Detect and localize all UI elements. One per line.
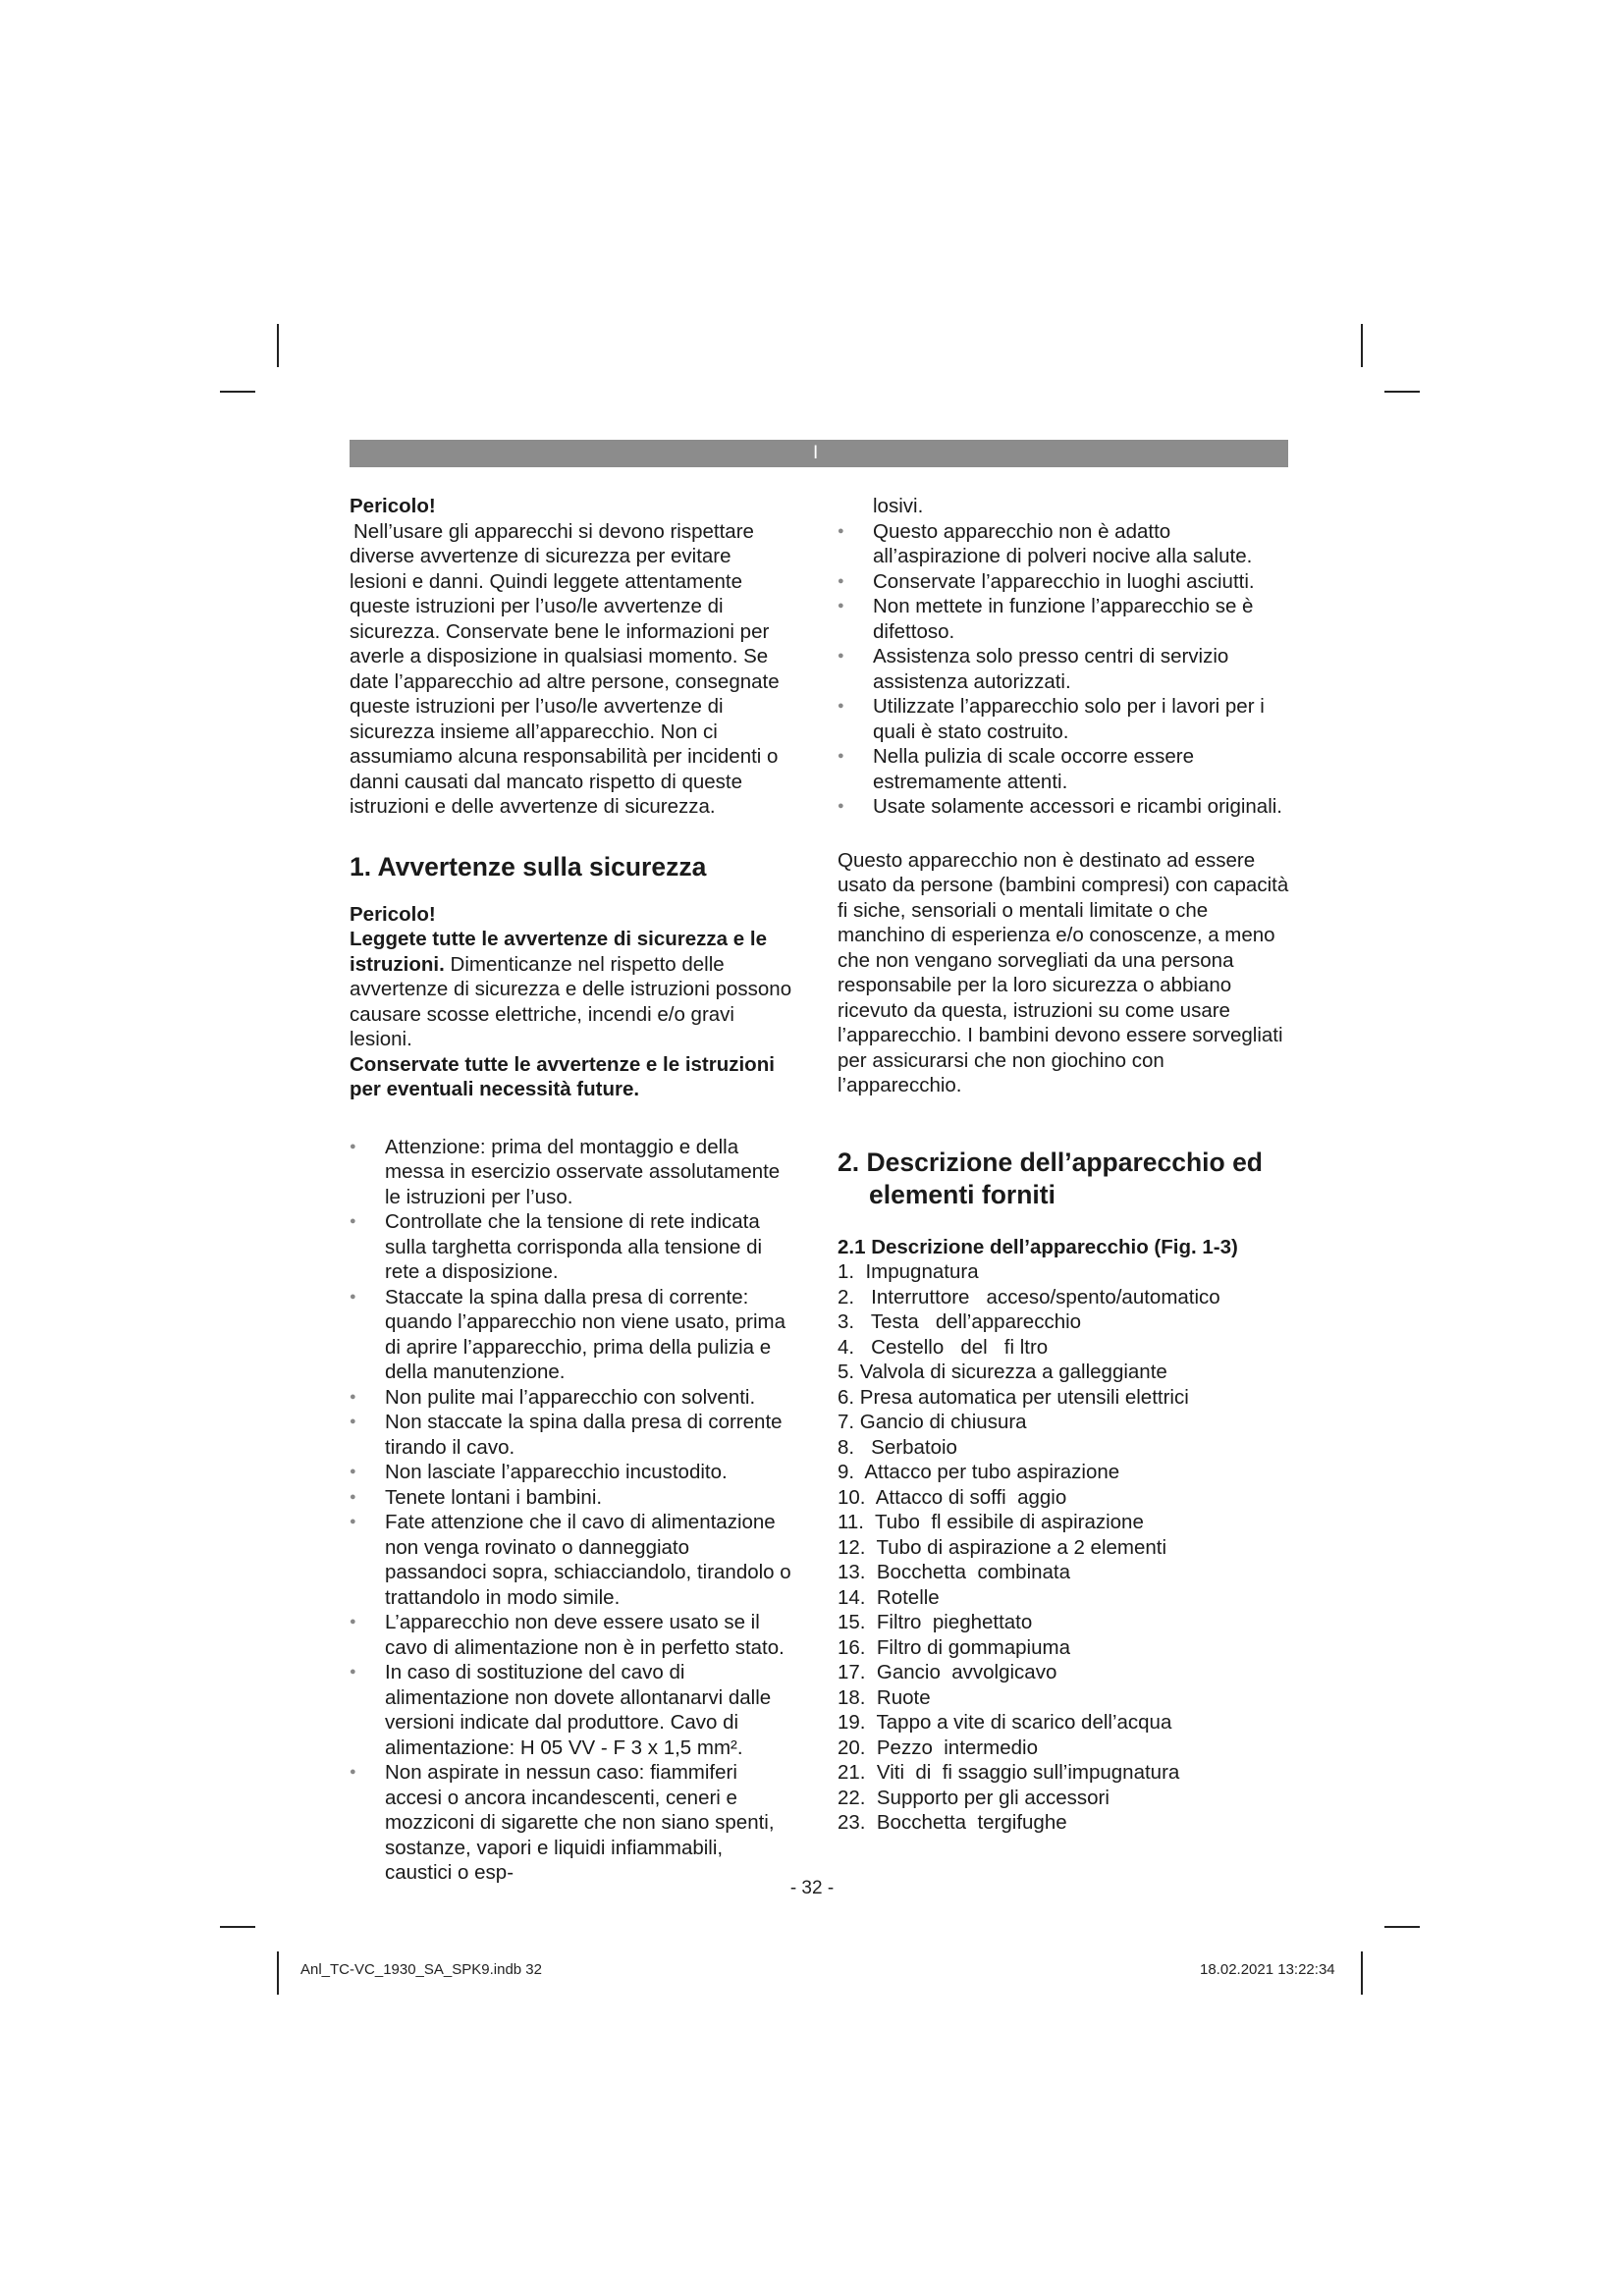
- list-item: 22. Supporto per gli accessori: [838, 1786, 1110, 1809]
- section-2-heading: 2. Descrizione dell’apparecchio ed elementi forniti: [838, 1147, 1263, 1209]
- warning-keep-instructions: Conservate tutte le avvertenze e le istruzioni per eventuali necessità future.: [350, 1052, 775, 1100]
- list-item: 2. Interruttore acceso/spento/automatico: [838, 1285, 1220, 1308]
- list-item: ● Fate attenzione che il cavo di alimentazione non venga rovinato o danneggiato passandoci sopra, schiacciandolo, tirandolo o trattandolo in modo simile.: [350, 1510, 793, 1610]
- list-item: ● Nella pulizia di scale occorre essere estremamente attenti.: [838, 744, 1289, 794]
- warning-paragraph: [350, 927, 793, 1052]
- list-item: ● Staccate la spina dalla presa di corrente: quando l’apparecchio non viene usato, prima di aprire l’apparecchio, prima della pulizia e della manutenzione.: [350, 1285, 793, 1385]
- crop-mark: [277, 324, 279, 367]
- list-item: 21. Viti di fi ssaggio sull’impugnatura: [838, 1761, 1180, 1784]
- list-item: 10. Attacco di soffi aggio: [838, 1485, 1067, 1509]
- list-item: 17. Gancio avvolgicavo: [838, 1661, 1057, 1683]
- list-item: 6. Presa automatica per utensili elettrici: [838, 1385, 1189, 1409]
- list-item: ● Assistenza solo presso centri di servizio assistenza autorizzati.: [838, 644, 1289, 694]
- list-item: ● Usate solamente accessori e ricambi originali.: [838, 794, 1289, 820]
- crop-mark: [277, 1951, 279, 1995]
- left-column: [350, 494, 793, 1886]
- list-item: 20. Pezzo intermedio: [838, 1735, 1038, 1759]
- list-item: ● Non staccate la spina dalla presa di corrente tirando il cavo.: [350, 1410, 793, 1460]
- list-item: 18. Ruote: [838, 1685, 931, 1709]
- list-item: 23. Bocchetta tergifughe: [838, 1811, 1067, 1834]
- parts-list: [838, 1259, 1289, 1836]
- danger-title-2: Pericolo!: [350, 902, 436, 926]
- list-item: ● Attenzione: prima del montaggio e della messa in esercizio osservate assolutamente le istruzioni per l’uso.: [350, 1135, 793, 1210]
- list-item: 9. Attacco per tubo aspirazione: [838, 1461, 1120, 1483]
- warning-normal-text: Dimenticanze nel rispetto delle avvertenze di sicurezza e delle istruzioni possono causare scosse elettriche, incendi e/o gravi lesioni.: [350, 952, 792, 1050]
- list-item: 14. Rotelle: [838, 1585, 940, 1609]
- list-item: 12. Tubo di aspirazione a 2 elementi: [838, 1535, 1167, 1559]
- crop-mark: [220, 391, 255, 393]
- list-item: 15. Filtro pieghettato: [838, 1611, 1033, 1633]
- list-item: 5. Valvola di sicurezza a galleggiante: [838, 1361, 1167, 1383]
- section-1-heading: 1. Avvertenze sulla sicurezza: [350, 851, 707, 881]
- list-item: ● Controllate che la tensione di rete indicata sulla targhetta corrisponda alla tensione di rete a disposizione.: [350, 1209, 793, 1285]
- subsection-2-1-heading: 2.1 Descrizione dell’apparecchio (Fig. 1-3): [838, 1235, 1238, 1258]
- list-item: 3. Testa dell’apparecchio: [838, 1310, 1082, 1333]
- list-item: ● Non pulite mai l’apparecchio con solventi.: [350, 1385, 793, 1411]
- list-item: ● Tenete lontani i bambini.: [350, 1485, 793, 1511]
- page-number: - 32 -: [789, 1878, 835, 1898]
- footer-file-name: Anl_TC-VC_1930_SA_SPK9.indb 32: [300, 1961, 542, 1978]
- list-item: 1. Impugnatura: [838, 1260, 979, 1283]
- continued-text: losivi.: [873, 495, 924, 517]
- language-code: I: [813, 443, 819, 463]
- list-item: ● L’apparecchio non deve essere usato se il cavo di alimentazione non è in perfetto stato.: [350, 1610, 793, 1660]
- children-safety-paragraph: Questo apparecchio non è destinato ad essere usato da persone (bambini compresi) con capacità fi siche, sensoriali o mentali limitate o che manchino di esperienza e/o conoscenze, a meno che non vengano sorvegliati da una persona responsabile per la loro sicurezza o abbiano ricevuto da questa, istruzioni su come usare l’apparecchio. I bambini devono essere sorvegliati per assicurarsi che non giochino con l’apparecchio.: [838, 848, 1289, 1096]
- crop-mark: [1384, 1926, 1420, 1928]
- list-item: ● Conservate l’apparecchio in luoghi asciutti.: [838, 569, 1289, 595]
- list-item: ● Non lasciate l’apparecchio incustodito.: [350, 1460, 793, 1485]
- crop-mark: [220, 1926, 255, 1928]
- list-item: ● Questo apparecchio non è adatto all’aspirazione di polveri nocive alla salute.: [838, 519, 1289, 569]
- list-item: 16. Filtro di gommapiuma: [838, 1635, 1070, 1659]
- list-item: ● Utilizzate l’apparecchio solo per i lavori per i quali è stato costruito.: [838, 694, 1289, 744]
- crop-mark: [1361, 324, 1363, 367]
- footer-datetime: 18.02.2021 13:22:34: [1200, 1961, 1335, 1978]
- language-header-bar: [350, 440, 1288, 467]
- right-column: [838, 494, 1289, 1836]
- list-item: 8. Serbatoio: [838, 1435, 957, 1459]
- list-item: 7. Gancio di chiusura: [838, 1411, 1027, 1433]
- list-item: 19. Tappo a vite di scarico dell’acqua: [838, 1711, 1172, 1734]
- crop-mark: [1384, 391, 1420, 393]
- safety-bullet-list: [350, 1135, 793, 1886]
- list-item: 13. Bocchetta combinata: [838, 1561, 1071, 1583]
- list-item: 11. Tubo fl essibile di aspirazione: [838, 1511, 1144, 1533]
- list-item: 4. Cestello del fi ltro: [838, 1335, 1049, 1359]
- safety-bullet-list-continued: [838, 519, 1289, 820]
- list-item: ● Non mettete in funzione l’apparecchio se è difettoso.: [838, 594, 1289, 644]
- list-item: ● Non aspirate in nessun caso: fiammiferi accesi o ancora incandescenti, ceneri e mozziconi di sigarette che non siano spenti, sostanze, vapori e liquidi infiammabili, caustici o esp-: [350, 1760, 793, 1886]
- crop-mark: [1361, 1951, 1363, 1995]
- warning-bold-text: Leggete tutte le avvertenze di sicurezza e le istruzioni.: [350, 928, 767, 976]
- danger-paragraph: Nell’usare gli apparecchi si devono rispettare diverse avvertenze di sicurezza per evitare lesioni e danni. Quindi leggete attentamente queste istruzioni per l’uso/le avvertenze di sicurezza. Conservate bene le informazioni per averle a disposizione in qualsiasi momento. Se date l’apparecchio ad altre persone, consegnate queste istruzioni per l’uso/le avvertenze di sicurezza insieme all’apparecchio. Non ci assumiamo alcuna responsabilità per incidenti o danni causati dal mancato rispetto di queste istruzioni e delle avvertenze di sicurezza.: [350, 519, 780, 818]
- danger-title: Pericolo!: [350, 495, 436, 517]
- list-item: ● In caso di sostituzione del cavo di alimentazione non dovete allontanarvi dalle versioni indicate dal produttore. Cavo di alimentazione: H 05 VV - F 3 x 1,5 mm².: [350, 1660, 793, 1760]
